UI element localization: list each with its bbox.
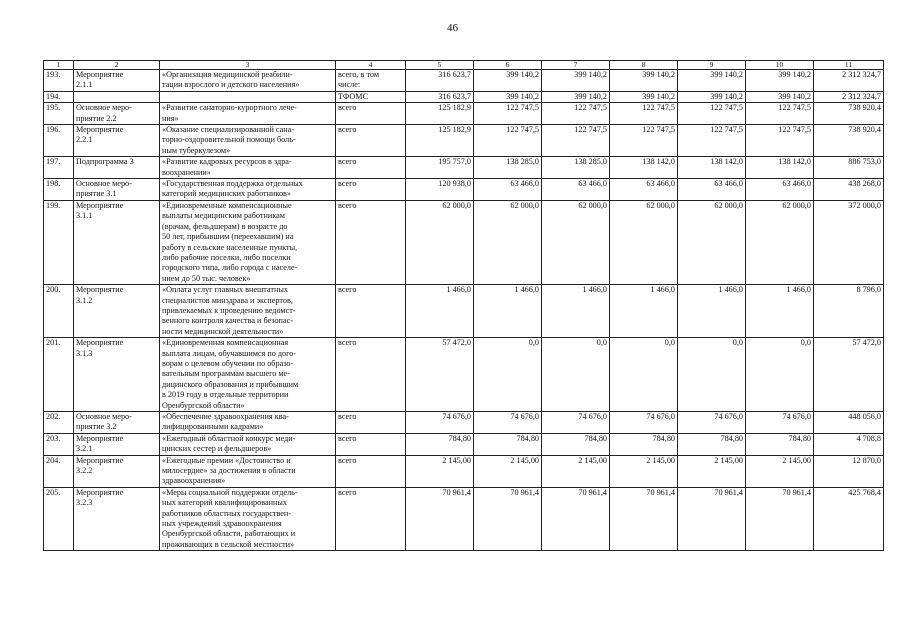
- year-value-cell: 399 140,2: [542, 70, 610, 92]
- funding-source-cell: всего: [336, 157, 406, 179]
- table-row: [44, 179, 884, 201]
- funding-source-cell: всего: [336, 455, 406, 487]
- year-value-cell: 399 140,2: [746, 70, 814, 92]
- column-number: 5: [406, 61, 474, 70]
- year-value-cell: 138 142,0: [610, 157, 678, 179]
- year-value-cell: 0,0: [610, 338, 678, 412]
- year-value-cell: 784,80: [746, 433, 814, 455]
- year-value-cell: 138 142,0: [746, 157, 814, 179]
- table-row: [44, 455, 884, 487]
- year-value-cell: 57 472,0: [406, 338, 474, 412]
- year-value-cell: 63 466,0: [474, 179, 542, 201]
- table-row: [44, 487, 884, 550]
- year-value-cell: 195 757,0: [406, 157, 474, 179]
- year-value-cell: 1 466,0: [678, 285, 746, 338]
- column-number: 9: [678, 61, 746, 70]
- year-value-cell: 0,0: [542, 338, 610, 412]
- year-value-cell: 784,80: [406, 433, 474, 455]
- row-number-cell: 194.: [44, 91, 74, 102]
- year-value-cell: 62 000,0: [678, 200, 746, 284]
- row-number-cell: 203.: [44, 433, 74, 455]
- total-value-cell: 886 753,0: [814, 157, 884, 179]
- table-row: [44, 157, 884, 179]
- event-type-cell: [74, 91, 160, 102]
- row-number-cell: 196.: [44, 125, 74, 157]
- row-number-cell: 202.: [44, 412, 74, 434]
- table-row: [44, 285, 884, 338]
- event-name-cell: «Государственная поддержка отдельных категорий медицинских работников»: [160, 179, 336, 201]
- event-type-cell: Мероприятие 3.2.2: [74, 455, 160, 487]
- year-value-cell: 399 140,2: [610, 70, 678, 92]
- year-value-cell: 399 140,2: [678, 91, 746, 102]
- year-value-cell: 74 676,0: [406, 412, 474, 434]
- year-value-cell: 125 182,9: [406, 125, 474, 157]
- year-value-cell: 62 000,0: [542, 200, 610, 284]
- year-value-cell: 63 466,0: [610, 179, 678, 201]
- year-value-cell: 399 140,2: [542, 91, 610, 102]
- funding-source-cell: всего: [336, 285, 406, 338]
- row-number-cell: 195.: [44, 103, 74, 125]
- event-type-cell: Мероприятие 2.1.1: [74, 70, 160, 92]
- row-number-cell: 197.: [44, 157, 74, 179]
- year-value-cell: 122 747,5: [746, 125, 814, 157]
- event-name-cell: «Обеспечение здравоохранения ква- лифицированными кадрами»: [160, 412, 336, 434]
- year-value-cell: 122 747,5: [542, 103, 610, 125]
- year-value-cell: 62 000,0: [406, 200, 474, 284]
- funding-source-cell: всего, в том числе:: [336, 70, 406, 92]
- year-value-cell: 122 747,5: [474, 103, 542, 125]
- year-value-cell: 316 623,7: [406, 70, 474, 92]
- year-value-cell: 125 182,9: [406, 103, 474, 125]
- row-number-cell: 193.: [44, 70, 74, 92]
- funding-source-cell: всего: [336, 412, 406, 434]
- event-type-cell: Мероприятие 3.2.3: [74, 487, 160, 550]
- year-value-cell: 1 466,0: [610, 285, 678, 338]
- year-value-cell: 74 676,0: [474, 412, 542, 434]
- year-value-cell: 70 961,4: [406, 487, 474, 550]
- table-row: [44, 125, 884, 157]
- table-row: [44, 91, 884, 102]
- total-value-cell: 372 000,0: [814, 200, 884, 284]
- row-number-cell: 201.: [44, 338, 74, 412]
- year-value-cell: 2 145,00: [542, 455, 610, 487]
- page-number: 46: [447, 22, 458, 34]
- year-value-cell: 2 145,00: [610, 455, 678, 487]
- funding-source-cell: всего: [336, 200, 406, 284]
- year-value-cell: 70 961,4: [610, 487, 678, 550]
- total-value-cell: 425 768,4: [814, 487, 884, 550]
- year-value-cell: 120 938,0: [406, 179, 474, 201]
- funding-source-cell: всего: [336, 103, 406, 125]
- event-name-cell: «Единовременные компенсационные выплаты медицинским работникам (врачам, фельдшерам) в возрасте до 50 лет, прибывшим (переехавшим) на работу в сельские населенные пункты, либо рабочие поселки, либо поселки городского типа, либо города с населе- нием до 50 тыс. человек»: [160, 200, 336, 284]
- year-value-cell: 399 140,2: [474, 70, 542, 92]
- year-value-cell: 399 140,2: [474, 91, 542, 102]
- year-value-cell: 62 000,0: [474, 200, 542, 284]
- event-type-cell: Мероприятие 3.1.3: [74, 338, 160, 412]
- year-value-cell: 70 961,4: [678, 487, 746, 550]
- year-value-cell: 2 145,00: [746, 455, 814, 487]
- event-type-cell: Основное меро- приятие 3.2: [74, 412, 160, 434]
- row-number-cell: 199.: [44, 200, 74, 284]
- year-value-cell: 63 466,0: [746, 179, 814, 201]
- event-name-cell: [160, 91, 336, 102]
- total-value-cell: 8 796,0: [814, 285, 884, 338]
- year-value-cell: 62 000,0: [610, 200, 678, 284]
- event-type-cell: Основное меро- приятие 2.2: [74, 103, 160, 125]
- total-value-cell: 4 708,8: [814, 433, 884, 455]
- total-value-cell: 438 268,0: [814, 179, 884, 201]
- year-value-cell: 0,0: [474, 338, 542, 412]
- year-value-cell: 122 747,5: [474, 125, 542, 157]
- year-value-cell: 63 466,0: [678, 179, 746, 201]
- year-value-cell: 122 747,5: [610, 103, 678, 125]
- year-value-cell: 70 961,4: [746, 487, 814, 550]
- row-number-cell: 204.: [44, 455, 74, 487]
- year-value-cell: 70 961,4: [542, 487, 610, 550]
- funding-source-cell: ТФОМС: [336, 91, 406, 102]
- column-number: 10: [746, 61, 814, 70]
- total-value-cell: 738 920,4: [814, 103, 884, 125]
- event-type-cell: Подпрограмма 3: [74, 157, 160, 179]
- funding-source-cell: всего: [336, 487, 406, 550]
- year-value-cell: 2 145,00: [678, 455, 746, 487]
- total-value-cell: 57 472,0: [814, 338, 884, 412]
- year-value-cell: 784,80: [610, 433, 678, 455]
- table-row: [44, 433, 884, 455]
- column-number: 3: [160, 61, 336, 70]
- funding-source-cell: всего: [336, 179, 406, 201]
- year-value-cell: 2 145,00: [406, 455, 474, 487]
- year-value-cell: 0,0: [678, 338, 746, 412]
- table-row: [44, 200, 884, 284]
- year-value-cell: 74 676,0: [610, 412, 678, 434]
- event-name-cell: «Единовременная компенсационная выплата лицам, обучавшимся по дого- ворам о целевом обучении по образо- вательным программам высшего ме- дицинского образования и прибывшим в 2019 году в отдельные территории Оренбургской области»: [160, 338, 336, 412]
- year-value-cell: 74 676,0: [678, 412, 746, 434]
- year-value-cell: 784,80: [542, 433, 610, 455]
- budget-table: [43, 60, 884, 551]
- year-value-cell: 122 747,5: [678, 103, 746, 125]
- year-value-cell: 70 961,4: [474, 487, 542, 550]
- year-value-cell: 1 466,0: [542, 285, 610, 338]
- event-type-cell: Мероприятие 3.1.2: [74, 285, 160, 338]
- year-value-cell: 399 140,2: [610, 91, 678, 102]
- year-value-cell: 138 285,0: [474, 157, 542, 179]
- column-number: 8: [610, 61, 678, 70]
- year-value-cell: 62 000,0: [746, 200, 814, 284]
- total-value-cell: 12 870,0: [814, 455, 884, 487]
- column-number: 6: [474, 61, 542, 70]
- event-type-cell: Мероприятие 2.2.1: [74, 125, 160, 157]
- column-number-row: [44, 61, 884, 70]
- funding-source-cell: всего: [336, 338, 406, 412]
- table-row: [44, 412, 884, 434]
- year-value-cell: 784,80: [474, 433, 542, 455]
- column-number: 1: [44, 61, 74, 70]
- event-name-cell: «Ежегодный областной конкурс меди- цинских сестер и фельдшеров»: [160, 433, 336, 455]
- year-value-cell: 74 676,0: [746, 412, 814, 434]
- total-value-cell: 738 920,4: [814, 125, 884, 157]
- event-name-cell: «Ежегодные премии «Достоинство и милосердие» за достижения в области здравоохранения»: [160, 455, 336, 487]
- year-value-cell: 122 747,5: [746, 103, 814, 125]
- year-value-cell: 2 145,00: [474, 455, 542, 487]
- year-value-cell: 784,80: [678, 433, 746, 455]
- total-value-cell: 448 056,0: [814, 412, 884, 434]
- year-value-cell: 122 747,5: [542, 125, 610, 157]
- year-value-cell: 74 676,0: [542, 412, 610, 434]
- event-name-cell: «Организация медицинской реабили- тации взрослого и детского населения»: [160, 70, 336, 92]
- year-value-cell: 1 466,0: [746, 285, 814, 338]
- total-value-cell: 2 312 324,7: [814, 70, 884, 92]
- funding-source-cell: всего: [336, 433, 406, 455]
- year-value-cell: 399 140,2: [746, 91, 814, 102]
- year-value-cell: 122 747,5: [678, 125, 746, 157]
- column-number: 2: [74, 61, 160, 70]
- year-value-cell: 1 466,0: [474, 285, 542, 338]
- event-type-cell: Мероприятие 3.1.1: [74, 200, 160, 284]
- year-value-cell: 63 466,0: [542, 179, 610, 201]
- column-number: 7: [542, 61, 610, 70]
- year-value-cell: 0,0: [746, 338, 814, 412]
- event-type-cell: Основное меро- приятие 3.1: [74, 179, 160, 201]
- row-number-cell: 200.: [44, 285, 74, 338]
- year-value-cell: 138 285,0: [542, 157, 610, 179]
- event-name-cell: «Развитие санаторно-курортного лече- ния»: [160, 103, 336, 125]
- row-number-cell: 205.: [44, 487, 74, 550]
- year-value-cell: 399 140,2: [678, 70, 746, 92]
- event-name-cell: «Оказание специализированной сана- торно-оздоровительной помощи боль- ным туберкулезом»: [160, 125, 336, 157]
- table-row: [44, 103, 884, 125]
- event-name-cell: «Развитие кадровых ресурсов в здра- воохранении»: [160, 157, 336, 179]
- column-number: 11: [814, 61, 884, 70]
- year-value-cell: 122 747,5: [610, 125, 678, 157]
- year-value-cell: 1 466,0: [406, 285, 474, 338]
- column-number: 4: [336, 61, 406, 70]
- event-type-cell: Мероприятие 3.2.1: [74, 433, 160, 455]
- year-value-cell: 316 623,7: [406, 91, 474, 102]
- row-number-cell: 198.: [44, 179, 74, 201]
- total-value-cell: 2 312 324,7: [814, 91, 884, 102]
- funding-source-cell: всего: [336, 125, 406, 157]
- event-name-cell: «Оплата услуг главных внештатных специалистов минздрава и экспертов, привлекаемых к проведению ведомст- венного контроля качества и безопас- ности медицинской деятельности»: [160, 285, 336, 338]
- year-value-cell: 138 142,0: [678, 157, 746, 179]
- table-row: [44, 70, 884, 92]
- event-name-cell: «Меры социальной поддержки отдель- ных категорий квалифицированных работников областных государствен- ных учреждений здравоохранения Оренбургской области, работающих и проживающих в сельской местности»: [160, 487, 336, 550]
- table-row: [44, 338, 884, 412]
